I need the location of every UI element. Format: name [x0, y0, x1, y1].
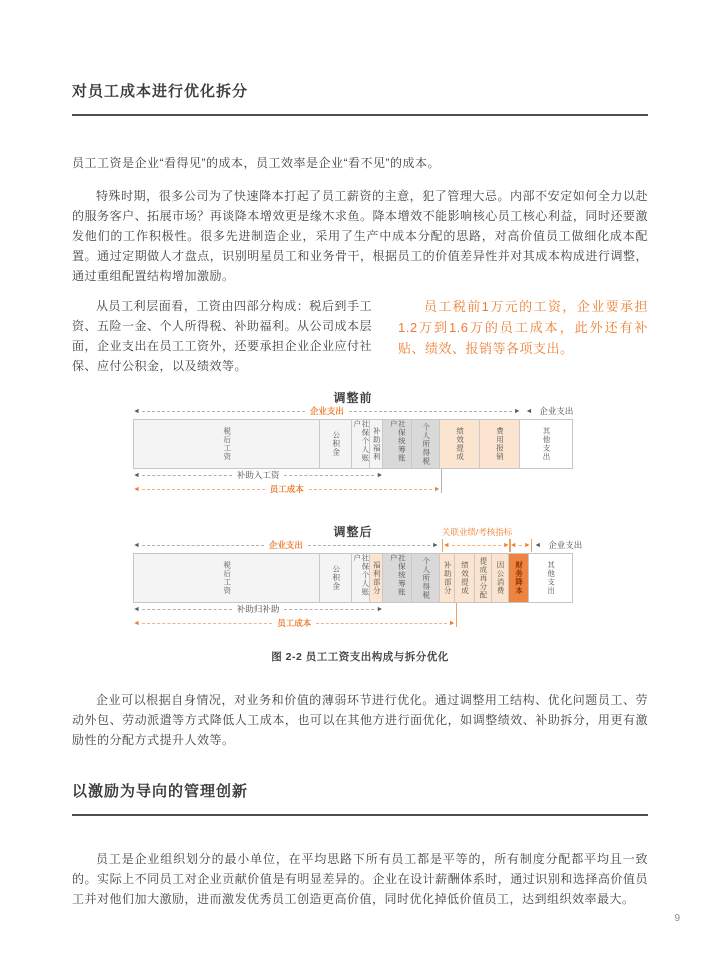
paragraph-salary-composition: 从员工利层面看，工资由四部分构成：税后到手工资、五险一金、个人所得税、补助福利。从公司成本层面，企业支出在员工工资外，还要承担企业企业应付社保、应付公积金，以及绩效等。 [72, 299, 373, 373]
connector-tick [441, 469, 442, 493]
bar-segment-label: 税后工资 [222, 561, 232, 595]
bar-segment-label: 绩效提成 [455, 427, 465, 461]
kpi-indicator-label: 关联业绩/考核指标 [441, 527, 513, 537]
section-title-incentive: 以激励为导向的管理创新 [72, 780, 648, 816]
diagram-title: 调整前 [333, 391, 373, 405]
arrow-left-icon: ◄ [534, 542, 542, 549]
bar-segment [352, 420, 370, 468]
arrow-label: 企业支出 [268, 540, 303, 551]
bar-segment-label: 税后工资 [222, 427, 232, 461]
bar-segment-label: 提成再分配 [478, 556, 488, 600]
arrow-span [534, 539, 583, 552]
bar-segment [383, 554, 412, 602]
bar-segment [455, 554, 475, 602]
bar-segment [320, 420, 352, 468]
bar-segment [529, 554, 572, 602]
cost-bar [133, 419, 573, 469]
paragraph-intro: 员工工资是企业“看得见”的成本，员工效率是企业“看不见”的成本。 [72, 156, 440, 170]
highlight-callout: 员工税前1万元的工资，企业要承担1.2万到1.6万的员工成本，此外还有补贴、绩效、报销等各项支出。 [398, 299, 648, 356]
arrow-left-icon: ◄ [133, 408, 140, 415]
bar-segment-label: 个人所得税 [421, 422, 431, 466]
figure-2-2 [72, 389, 648, 664]
bar-segment-label: 财务降本 [514, 561, 524, 595]
arrow-label: 员工成本 [269, 484, 304, 495]
connector-tick [456, 603, 457, 627]
diagram-before-adjustment [133, 389, 573, 497]
arrow-left-icon: ◄ [133, 486, 140, 493]
diagram-after-adjustment [133, 523, 583, 631]
arrow-span [133, 405, 521, 418]
arrow-label: 员工成本 [277, 618, 312, 629]
arrow-right-icon: ► [523, 542, 531, 549]
arrow-span [133, 539, 439, 552]
arrow-row [133, 483, 573, 497]
arrow-span [442, 539, 511, 552]
paragraph-special-period: 特殊时期，很多公司为了快速降本打起了员工薪资的主意，犯了管理大忌。内部不安定如何全力以赴的服务客户、拓展市场？再谈降本增效更是缘木求鱼。降本增效不能影响核心员工核心利益，同时还要激发他们的工作积极性。很多先进制造企业，采用了生产中成本分配的思路，对高价值员工做细化成本配置。通过定期做人才盘点，识别明星员工和业务骨干，根据员工的价值差异性并对其成本构成进行调整，通过重组配置结构增加激励。 [72, 189, 648, 283]
bar-segment-label: 公积金 [331, 565, 341, 591]
arrow-left-icon: ◄ [442, 542, 450, 549]
arrow-span [133, 483, 441, 496]
bar-segment [134, 420, 320, 468]
arrow-label: 企业支出 [309, 406, 344, 417]
bar-segment-label: 社保统筹账户 [389, 554, 407, 597]
bar-segment-label: 个人所得税 [421, 556, 431, 600]
arrow-span [133, 469, 383, 482]
bar-segment [320, 554, 352, 602]
diagram-title: 调整后 [333, 525, 373, 539]
arrow-label: 补助入工资 [236, 470, 280, 481]
bar-segment [134, 554, 320, 602]
page-number: 9 [674, 913, 680, 924]
bar-segment-label: 其他支出 [546, 561, 556, 595]
bar-segment-label: 费用报销 [495, 427, 505, 461]
arrow-row [133, 603, 573, 617]
arrow-right-icon: ► [502, 542, 510, 549]
arrow-left-icon: ◄ [509, 542, 517, 549]
bar-segment [412, 420, 440, 468]
arrow-left-icon: ◄ [133, 472, 140, 479]
bar-segment-label: 福利部分 [372, 561, 382, 595]
bar-segment [509, 554, 529, 602]
bar-segment [440, 554, 455, 602]
arrow-right-icon: ► [513, 408, 521, 415]
bar-segment-label: 社保个人账户 [352, 554, 370, 597]
bar-segment [370, 554, 383, 602]
arrow-left-icon: ◄ [133, 542, 140, 549]
arrow-right-icon: ► [433, 486, 441, 493]
bar-segment-label: 绩效提成 [460, 561, 470, 595]
arrow-right-icon: ► [376, 606, 384, 613]
bar-segment [520, 420, 572, 468]
cost-bar [133, 553, 573, 603]
two-column-block [72, 296, 648, 376]
arrow-row [133, 405, 573, 419]
arrow-row [133, 469, 573, 483]
bar-segment-label: 公积金 [331, 431, 341, 457]
bar-segment [475, 554, 492, 602]
arrow-right-icon: ► [448, 620, 456, 627]
arrow-span [509, 539, 532, 552]
figure-caption: 图 2-2 员工工资支出构成与拆分优化 [271, 651, 449, 663]
bar-segment-label: 社保统筹账户 [389, 420, 407, 463]
bar-segment [412, 554, 440, 602]
arrow-label: 企业支出 [548, 540, 583, 551]
arrow-label: 补助归补助 [236, 604, 280, 615]
arrow-span [133, 603, 383, 616]
diagram-title-row [133, 523, 573, 539]
bar-segment [352, 554, 370, 602]
bar-segment [480, 420, 520, 468]
bar-segment [383, 420, 412, 468]
bar-segment [492, 554, 509, 602]
bar-segment-label: 其他支出 [541, 427, 551, 461]
bar-segment [370, 420, 383, 468]
bar-segment-label: 补助福利 [372, 427, 382, 461]
arrow-left-icon: ◄ [525, 408, 533, 415]
arrow-left-icon: ◄ [133, 606, 140, 613]
arrow-row [133, 617, 573, 631]
diagram-title-row [133, 389, 573, 405]
bar-segment [440, 420, 480, 468]
arrow-row [133, 539, 583, 553]
arrow-left-icon: ◄ [133, 620, 140, 627]
arrow-span [133, 617, 456, 630]
arrow-label: 企业支出 [539, 406, 574, 417]
bar-segment-label: 社保个人账户 [352, 420, 370, 463]
arrow-right-icon: ► [376, 472, 384, 479]
bar-segment-label: 因公消费 [495, 561, 505, 595]
paragraph-incentive: 员工是企业组织划分的最小单位，在平均思路下所有员工都是平等的，所有制度分配都平均且一致的。实际上不同员工对企业贡献价值是有明显差异的。企业在设计薪酬体系时，通过识别和选择高价值员工并对他们加大激励，进而激发优秀员工创造更高价值，同时优化掉低价值员工，达到组织效率最大。 [72, 852, 648, 906]
arrow-span [525, 405, 573, 418]
section-title-cost-split: 对员工成本进行优化拆分 [72, 80, 648, 116]
paragraph-optimization: 企业可以根据自身情况，对业务和价值的薄弱环节进行优化。通过调整用工结构、优化问题员工、劳动外包、劳动派遣等方式降低人工成本，也可以在其他方进行面优化，如调整绩效、补助拆分，用更有激励性的分配方式提升人效等。 [72, 693, 648, 747]
bar-segment-label: 补助部分 [443, 561, 453, 595]
arrow-right-icon: ► [431, 542, 439, 549]
